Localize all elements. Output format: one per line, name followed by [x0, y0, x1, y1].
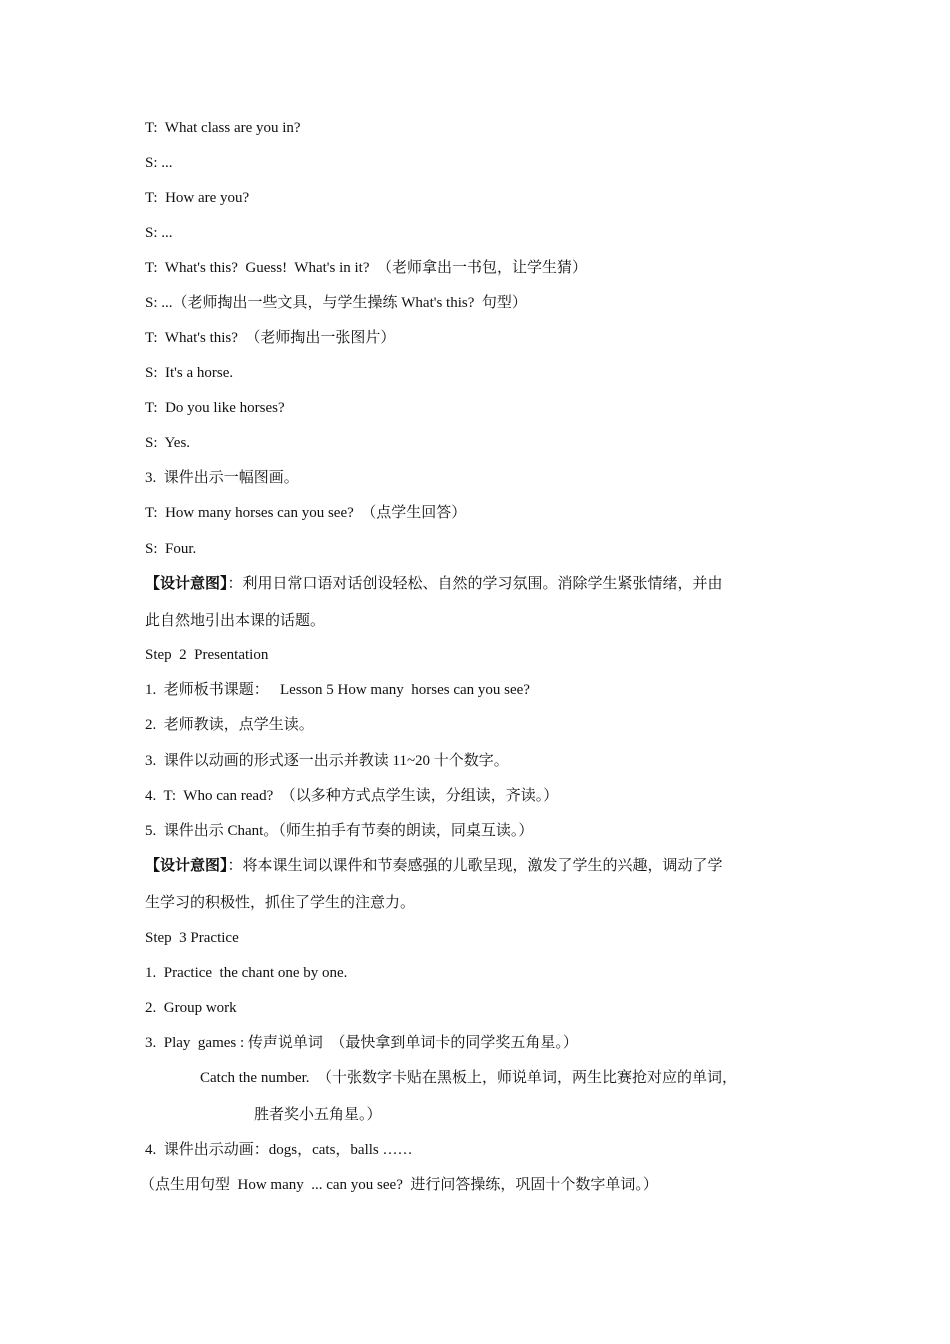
dialogue-line: S: ...: [145, 155, 173, 171]
step3-catch-cont: 胜者奖小五角星。）: [254, 1107, 382, 1123]
dialogue-line: S: ...（老师掏出一些文具，与学生操练 What's this? 句型）: [145, 295, 527, 311]
step3-note: （点生用句型 How many ... can you see? 进行问答操练，巩固十个数字单词。）: [140, 1177, 658, 1193]
step3-item: 4. 课件出示动画：dogs，cats，balls ……: [145, 1142, 413, 1158]
dialogue-line: T: What's this? Guess! What's in it? （老师拿出一书包，让学生猜）: [145, 260, 587, 276]
step2-item: 1. 老师板书课题： Lesson 5 How many horses can you see?: [145, 682, 530, 698]
design-intent-1: [145, 574, 723, 594]
step2-title: Step 2 Presentation: [145, 647, 269, 663]
step2-item: 3. 课件以动画的形式逐一出示并教读 11~20 十个数字。: [145, 753, 509, 769]
step3-item: 2. Group work: [145, 1000, 237, 1016]
dialogue-line: T: What's this? （老师掏出一张图片）: [145, 330, 396, 346]
dialogue-line: S: Yes.: [145, 435, 191, 451]
design-intent-label: 【设计意图】: [145, 858, 228, 874]
dialogue-line: S: ...: [145, 225, 173, 241]
dialogue-line: T: What class are you in?: [145, 120, 301, 136]
step2-item: 2. 老师教读，点学生读。: [145, 717, 314, 733]
dialogue-line: S: Four.: [145, 541, 197, 557]
dialogue-line: T: How are you?: [145, 190, 250, 206]
design-intent-text: ：利用日常口语对话创设轻松、自然的学习氛围。消除学生紧张情绪，并由: [227, 576, 723, 592]
step3-item: 3. Play games : 传声说单词 （最快拿到单词卡的同学奖五角星。）: [145, 1035, 578, 1051]
dialogue-line: 3. 课件出示一幅图画。: [145, 470, 299, 486]
design-intent-2-cont: 生学习的积极性，抓住了学生的注意力。: [145, 895, 416, 911]
dialogue-line: T: How many horses can you see? （点学生回答）: [145, 505, 467, 521]
dialogue-line: T: Do you like horses?: [145, 400, 285, 416]
step3-catch-line: Catch the number. （十张数字卡贴在黑板上，师说单词，两生比赛抢对应的单词，: [200, 1070, 738, 1086]
design-intent-1-cont: 此自然地引出本课的话题。: [145, 613, 326, 629]
step2-item: 4. T: Who can read? （以多种方式点学生读，分组读，齐读。）: [145, 788, 559, 804]
design-intent-text: ：将本课生词以课件和节奏感强的儿歌呈现，激发了学生的兴趣，调动了学: [227, 858, 723, 874]
step3-item: 1. Practice the chant one by one.: [145, 965, 348, 981]
dialogue-line: S: It's a horse.: [145, 365, 234, 381]
design-intent-label: 【设计意图】: [145, 576, 228, 592]
step3-title: Step 3 Practice: [145, 930, 239, 946]
step2-item: 5. 课件出示 Chant。（师生拍手有节奏的朗读，同桌互读。）: [145, 823, 534, 839]
design-intent-2: [145, 856, 723, 876]
